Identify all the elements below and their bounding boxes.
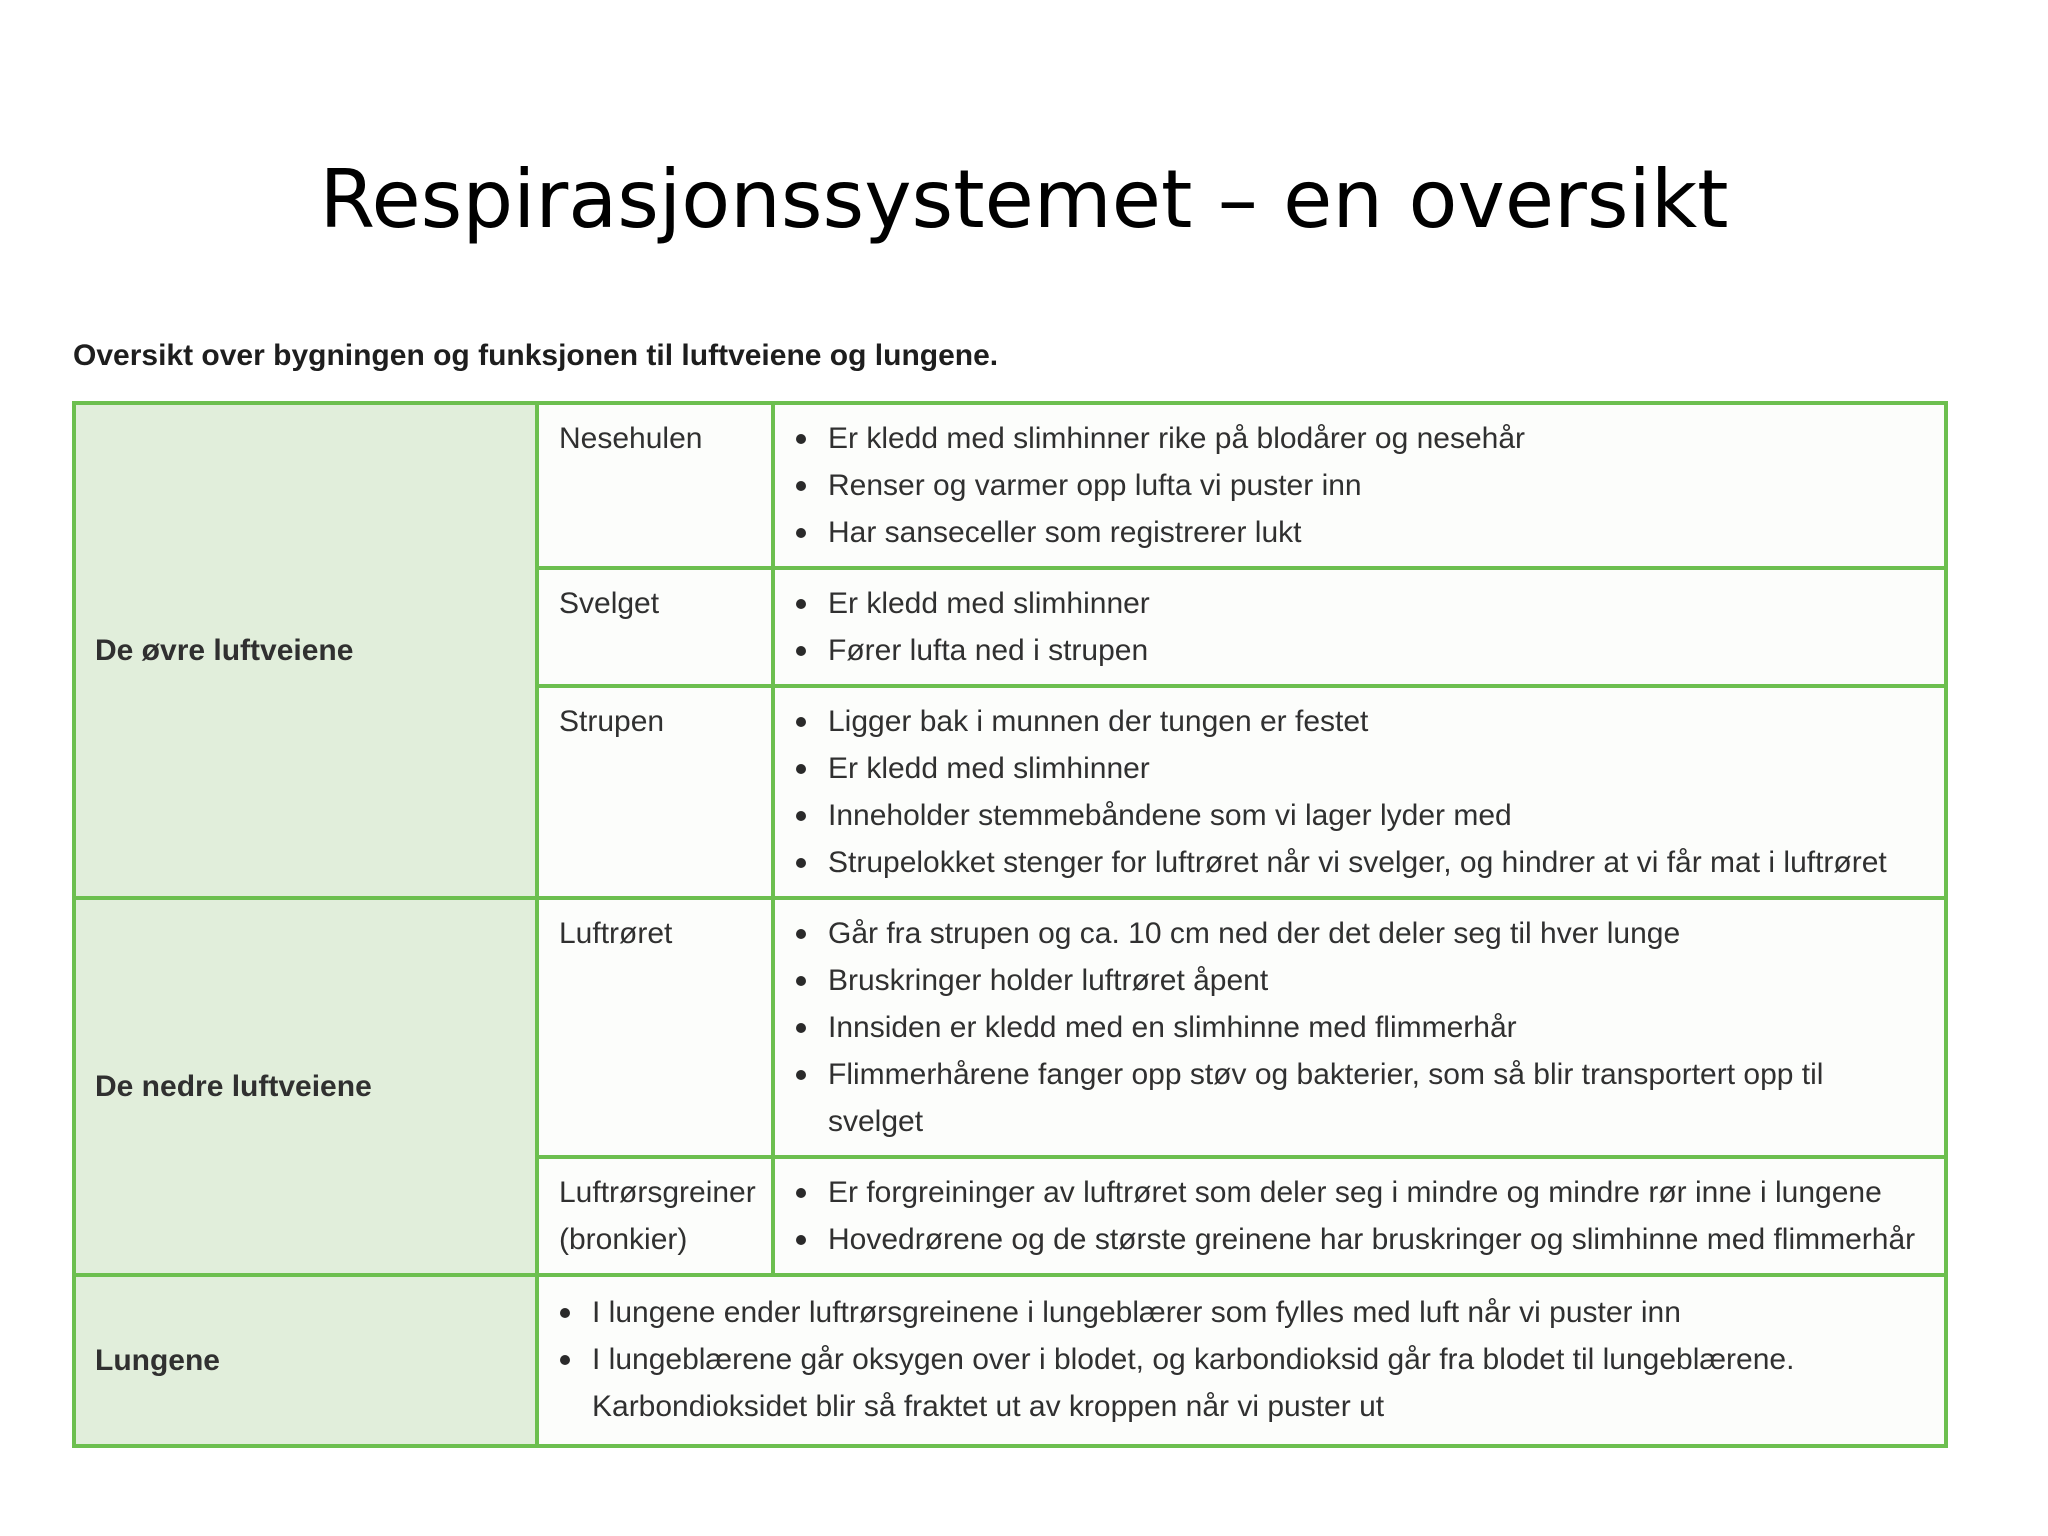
bullet-list xyxy=(793,1169,1924,1263)
part-label-line: Luftrørsgreiner xyxy=(559,1176,756,1209)
table-row xyxy=(74,403,1946,568)
list-item: Renser og varmer opp lufta vi puster inn xyxy=(793,462,1924,509)
part-cell-pharynx: Svelget xyxy=(537,568,773,686)
description-cell xyxy=(773,686,1946,898)
part-cell-bronchi xyxy=(537,1157,773,1275)
part-cell-nasal-cavity: Nesehulen xyxy=(537,403,773,568)
description-cell xyxy=(773,568,1946,686)
description-cell xyxy=(773,898,1946,1157)
part-cell-larynx: Strupen xyxy=(537,686,773,898)
list-item: Er kledd med slimhinner xyxy=(793,745,1924,792)
list-item: Går fra strupen og ca. 10 cm ned der det deler seg til hver lunge xyxy=(793,910,1924,957)
list-item-text: I lungeblærene går oksygen over i blodet, og karbondioksid går fra blodet til lungeblærene. xyxy=(592,1343,1795,1376)
list-item: Er kledd med slimhinner rike på blodårer og nesehår xyxy=(793,415,1924,462)
list-item-continuation: Karbondioksidet blir så fraktet ut av kroppen når vi puster ut xyxy=(592,1390,1385,1423)
bullet-list xyxy=(793,415,1924,556)
group-cell-upper-airways: De øvre luftveiene xyxy=(74,403,537,898)
bullet-list xyxy=(793,698,1924,886)
description-cell xyxy=(773,1157,1946,1275)
table-caption: Oversikt over bygningen og funksjonen til luftveiene og lungene. xyxy=(73,339,999,372)
bullet-list xyxy=(793,910,1924,1145)
list-item: Flimmerhårene fanger opp støv og bakterier, som så blir transportert opp til svelget xyxy=(793,1051,1924,1145)
list-item: Ligger bak i munnen der tungen er festet xyxy=(793,698,1924,745)
slide-title: Respirasjonssystemet – en oversikt xyxy=(319,153,1729,246)
list-item: Inneholder stemmebåndene som vi lager lyder med xyxy=(793,792,1924,839)
description-cell xyxy=(773,403,1946,568)
list-item xyxy=(557,1336,1924,1430)
group-cell-lungs: Lungene xyxy=(74,1275,537,1446)
list-item: Er forgreininger av luftrøret som deler seg i mindre og mindre rør inne i lungene xyxy=(793,1169,1924,1216)
part-label-line: (bronkier) xyxy=(559,1223,688,1256)
description-cell xyxy=(537,1275,1946,1446)
bullet-list xyxy=(793,580,1924,674)
list-item: Bruskringer holder luftrøret åpent xyxy=(793,957,1924,1004)
overview-table xyxy=(72,401,1948,1448)
list-item: Hovedrørene og de største greinene har bruskringer og slimhinne med flimmerhår xyxy=(793,1216,1924,1263)
part-cell-trachea: Luftrøret xyxy=(537,898,773,1157)
list-item: Er kledd med slimhinner xyxy=(793,580,1924,627)
table-row xyxy=(74,1275,1946,1446)
list-item: Strupelokket stenger for luftrøret når vi svelger, og hindrer at vi får mat i luftrøret xyxy=(793,839,1924,886)
group-cell-lower-airways: De nedre luftveiene xyxy=(74,898,537,1275)
list-item: Har sanseceller som registrerer lukt xyxy=(793,509,1924,556)
table-row xyxy=(74,898,1946,1157)
list-item: Innsiden er kledd med en slimhinne med flimmerhår xyxy=(793,1004,1924,1051)
list-item: I lungene ender luftrørsgreinene i lungeblærer som fylles med luft når vi puster inn xyxy=(557,1289,1924,1336)
bullet-list xyxy=(557,1289,1924,1430)
list-item: Fører lufta ned i strupen xyxy=(793,627,1924,674)
